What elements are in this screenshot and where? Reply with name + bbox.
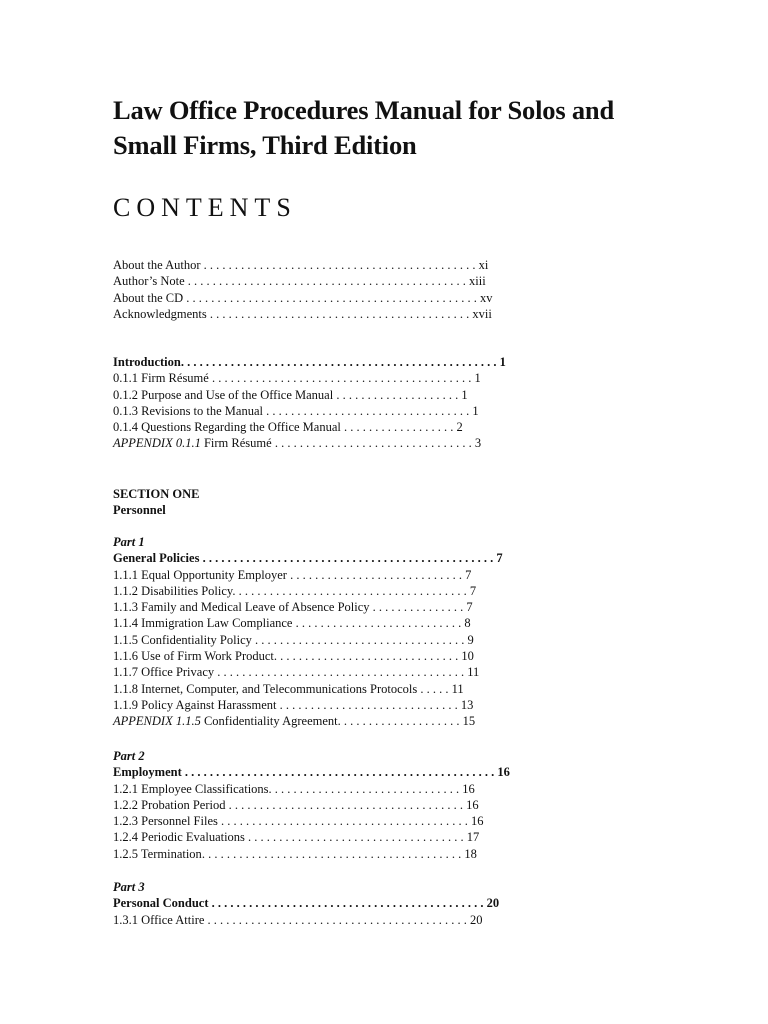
toc-entry [113,419,506,435]
toc-label: 1.2.1 Employee Classifications [113,781,269,796]
toc-leader: . . . . . . . . . . . . . . . . . . . . . . . . . . . . . . . . . . . . . . . . . . . . [208,896,487,911]
toc-entry [113,797,510,813]
toc-page: 18 [464,846,477,861]
toc-leader: . . . . . . . . . . . . . . . . . . . . . . . . . . . . . . . . . . . . . . . . . . [204,912,471,927]
toc-heading-general-policies [113,550,503,566]
toc-page: 17 [466,830,480,845]
toc-leader: . . . . . . . . . . . . . . . . . . . . . . . . . . . . . . . . . . . . . . . . . . . . . . . . . . [181,765,498,780]
toc-page: 1 [472,403,479,418]
toc-label: 1.1.8 Internet, Computer, and Telecommunications Protocols [113,681,418,696]
toc-label: 0.1.4 Questions Regarding the Office Manual [113,420,341,435]
toc-section-one [113,486,199,519]
toc-heading-personal-conduct [113,895,499,911]
toc-page: 8 [464,616,471,631]
toc-leader: . . . . . . . . . . . . . . . . . . . . . . . . . . . . [286,567,466,582]
toc-leader: . . . . . . . . . . . . . . . . . . . . . . . . . . . . . . . [268,781,463,796]
toc-label: About the CD [113,290,184,305]
toc-entry [113,681,503,697]
toc-appendix [113,713,503,729]
toc-leader: . . . . . . . . . . . . . . . . . . . . . . . . . . . . . . . . [271,436,475,451]
toc-label: Firm Résumé [200,436,272,451]
toc-leader: . . . . . . . . . . . . . . . . . . . . . . . . . . . . . . . . . . . . . . . . . . [201,846,465,861]
toc-page: 11 [451,681,464,696]
toc-entry [113,615,503,631]
toc-leader: . . . . . . . . . . . . . . . . . . [340,420,457,435]
toc-leader: . . . . . . . . . . . . . . . . . . . . . . . . . . . [292,616,465,631]
toc-label: 1.1.5 Confidentiality Policy [113,632,252,647]
toc-part-3 [113,879,499,928]
toc-entry [113,290,493,306]
toc-heading-introduction [113,354,506,370]
toc-page: 7 [496,551,503,566]
toc-leader: . . . . . . . . . . . . . . . . . . . . . . . . . . . . . . . . . . . . . . . . . . . . . . . [183,290,481,305]
part-label: Part 2 [113,749,145,763]
toc-page: 7 [466,600,473,615]
toc-page: 13 [460,697,474,712]
toc-front-matter [113,257,493,322]
toc-entry [113,583,503,599]
section-heading: SECTION ONE [113,487,200,501]
toc-label: 1.2.4 Periodic Evaluations [113,830,245,845]
toc-entry [113,387,506,403]
toc-leader: . . . . . [417,681,452,696]
toc-page: 20 [470,912,483,927]
toc-label: 0.1.3 Revisions to the Manual [113,403,263,418]
toc-leader: . . . . . . . . . . . . . . . [369,600,467,615]
toc-leader: . . . . . . . . . . . . . . . . . . . . . . . . . . . . . . . . . . [251,632,468,647]
toc-label: 0.1.1 Firm Résumé [113,371,209,386]
toc-entry [113,306,493,322]
toc-entry [113,846,510,862]
toc-page: 1 [461,387,468,402]
toc-leader: . . . . . . . . . . . . . . . . . . . . . . . . . . . . . . . . . [263,403,473,418]
toc-leader: . . . . . . . . . . . . . . . . . . . . . . . . . . . . . . . . . . . . . . [225,797,467,812]
toc-page: 3 [474,436,482,451]
toc-page: xvii [472,306,492,321]
toc-leader: . . . . . . . . . . . . . . . . . . . . . . . . . . . . . . . . . . . . . . . . . . [206,306,473,321]
toc-label: About the Author [113,258,201,272]
toc-entry [113,273,493,289]
toc-entry [113,567,503,583]
toc-part-2 [113,748,510,862]
toc-page: 16 [466,797,479,812]
toc-page: xi [478,258,489,272]
toc-label: Personal Conduct [113,896,209,911]
appendix-number: APPENDIX 1.1.5 [113,714,201,729]
toc-entry [113,599,503,615]
toc-page: 7 [469,583,477,598]
toc-entry [113,829,510,845]
toc-leader: . . . . . . . . . . . . . . . . . . . . . . . . . . . . . . . . . . . . . . . . . . . . . . . . . . [183,355,500,369]
toc-label: Employment [113,765,182,780]
document-title: Law Office Procedures Manual for Solos and Small Firms, Third Edition [113,95,614,160]
toc-label: 1.1.4 Immigration Law Compliance [113,616,293,631]
part-label: Part 3 [113,880,145,894]
toc-page: 7 [465,567,472,582]
toc-page: 15 [462,714,476,729]
toc-leader: . . . . . . . . . . . . . . . . . . . . [333,387,462,402]
toc-label: Author’s Note [113,274,185,289]
toc-page: 11 [467,665,480,680]
toc-page: 1 [474,371,481,386]
toc-leader: . . . . . . . . . . . . . . . . . . . . . . . . . . . . . . . . . . . . . . [232,583,470,598]
toc-entry [113,697,503,713]
toc-leader: . . . . . . . . . . . . . . . . . . . . . . . . . . . . . . . . . . . . . . . . [217,814,471,829]
toc-page: 10 [461,649,474,664]
toc-label: Confidentiality Agreement [200,714,338,729]
toc-label: Acknowledgments [113,306,207,321]
toc-label: 1.3.1 Office Attire [113,912,205,927]
toc-label: 1.1.2 Disabilities Policy [113,583,233,598]
appendix-number: APPENDIX 0.1.1 [113,436,201,451]
toc-label: Introduction. [113,355,184,369]
toc-page: 16 [470,814,484,829]
toc-appendix [113,435,506,451]
toc-leader: . . . . . . . . . . . . . . . . . . . . . . . . . . . . . . . . . . . [244,830,467,845]
toc-leader: . . . . . . . . . . . . . . . . . . . . . . . . . . . . . . . . . . . . . . . . . . . . . . . [199,551,497,566]
toc-page: xv [480,290,493,305]
toc-label: General Policies [113,551,200,566]
toc-leader: . . . . . . . . . . . . . . . . . . . . . . . . . . . . . . . . . . . . . . . . . . . . . [184,274,470,289]
toc-entry [113,648,503,664]
toc-entry [113,912,499,928]
toc-page: xiii [469,274,486,289]
toc-heading-employment [113,764,510,780]
toc-label: 0.1.2 Purpose and Use of the Office Manual [113,387,334,402]
toc-entry [113,664,503,680]
toc-leader: . . . . . . . . . . . . . . . . . . . . [337,714,463,729]
toc-label: 1.1.6 Use of Firm Work Product [113,649,274,664]
toc-entry [113,632,503,648]
toc-entry [113,781,510,797]
toc-page: 16 [497,765,510,780]
toc-leader: . . . . . . . . . . . . . . . . . . . . . . . . . . . . . . . . . . . . . . . . . . [208,371,475,386]
toc-label: 1.1.9 Policy Against Harassment [113,697,277,712]
toc-leader: . . . . . . . . . . . . . . . . . . . . . . . . . . . . . . . . . . . . . . . . [214,665,468,680]
section-subheading: Personnel [113,503,166,518]
toc-page: 1 [499,355,506,369]
toc-label: 1.2.2 Probation Period [113,797,226,812]
toc-entry [113,370,506,386]
part-label: Part 1 [113,535,145,549]
toc-label: 1.1.3 Family and Medical Leave of Absence Policy [113,600,370,615]
toc-entry [113,257,493,273]
toc-leader: . . . . . . . . . . . . . . . . . . . . . . . . . . . . . [276,697,461,712]
toc-introduction [113,354,506,452]
toc-entry [113,403,506,419]
toc-entry [113,813,510,829]
toc-page: 2 [456,420,463,435]
toc-label: 1.1.7 Office Privacy [113,665,215,680]
toc-page: 20 [486,896,500,911]
toc-part-1 [113,534,503,730]
contents-heading: CONTENTS [113,193,297,222]
toc-page: 9 [467,632,474,647]
toc-label: 1.1.1 Equal Opportunity Employer [113,567,287,582]
toc-leader: . . . . . . . . . . . . . . . . . . . . . . . . . . . . . . [273,649,462,664]
toc-leader: . . . . . . . . . . . . . . . . . . . . . . . . . . . . . . . . . . . . . . . . . . . . [200,258,479,272]
toc-page: 16 [462,781,475,796]
toc-label: 1.2.5 Termination [113,846,202,861]
toc-label: 1.2.3 Personnel Files [113,814,218,829]
